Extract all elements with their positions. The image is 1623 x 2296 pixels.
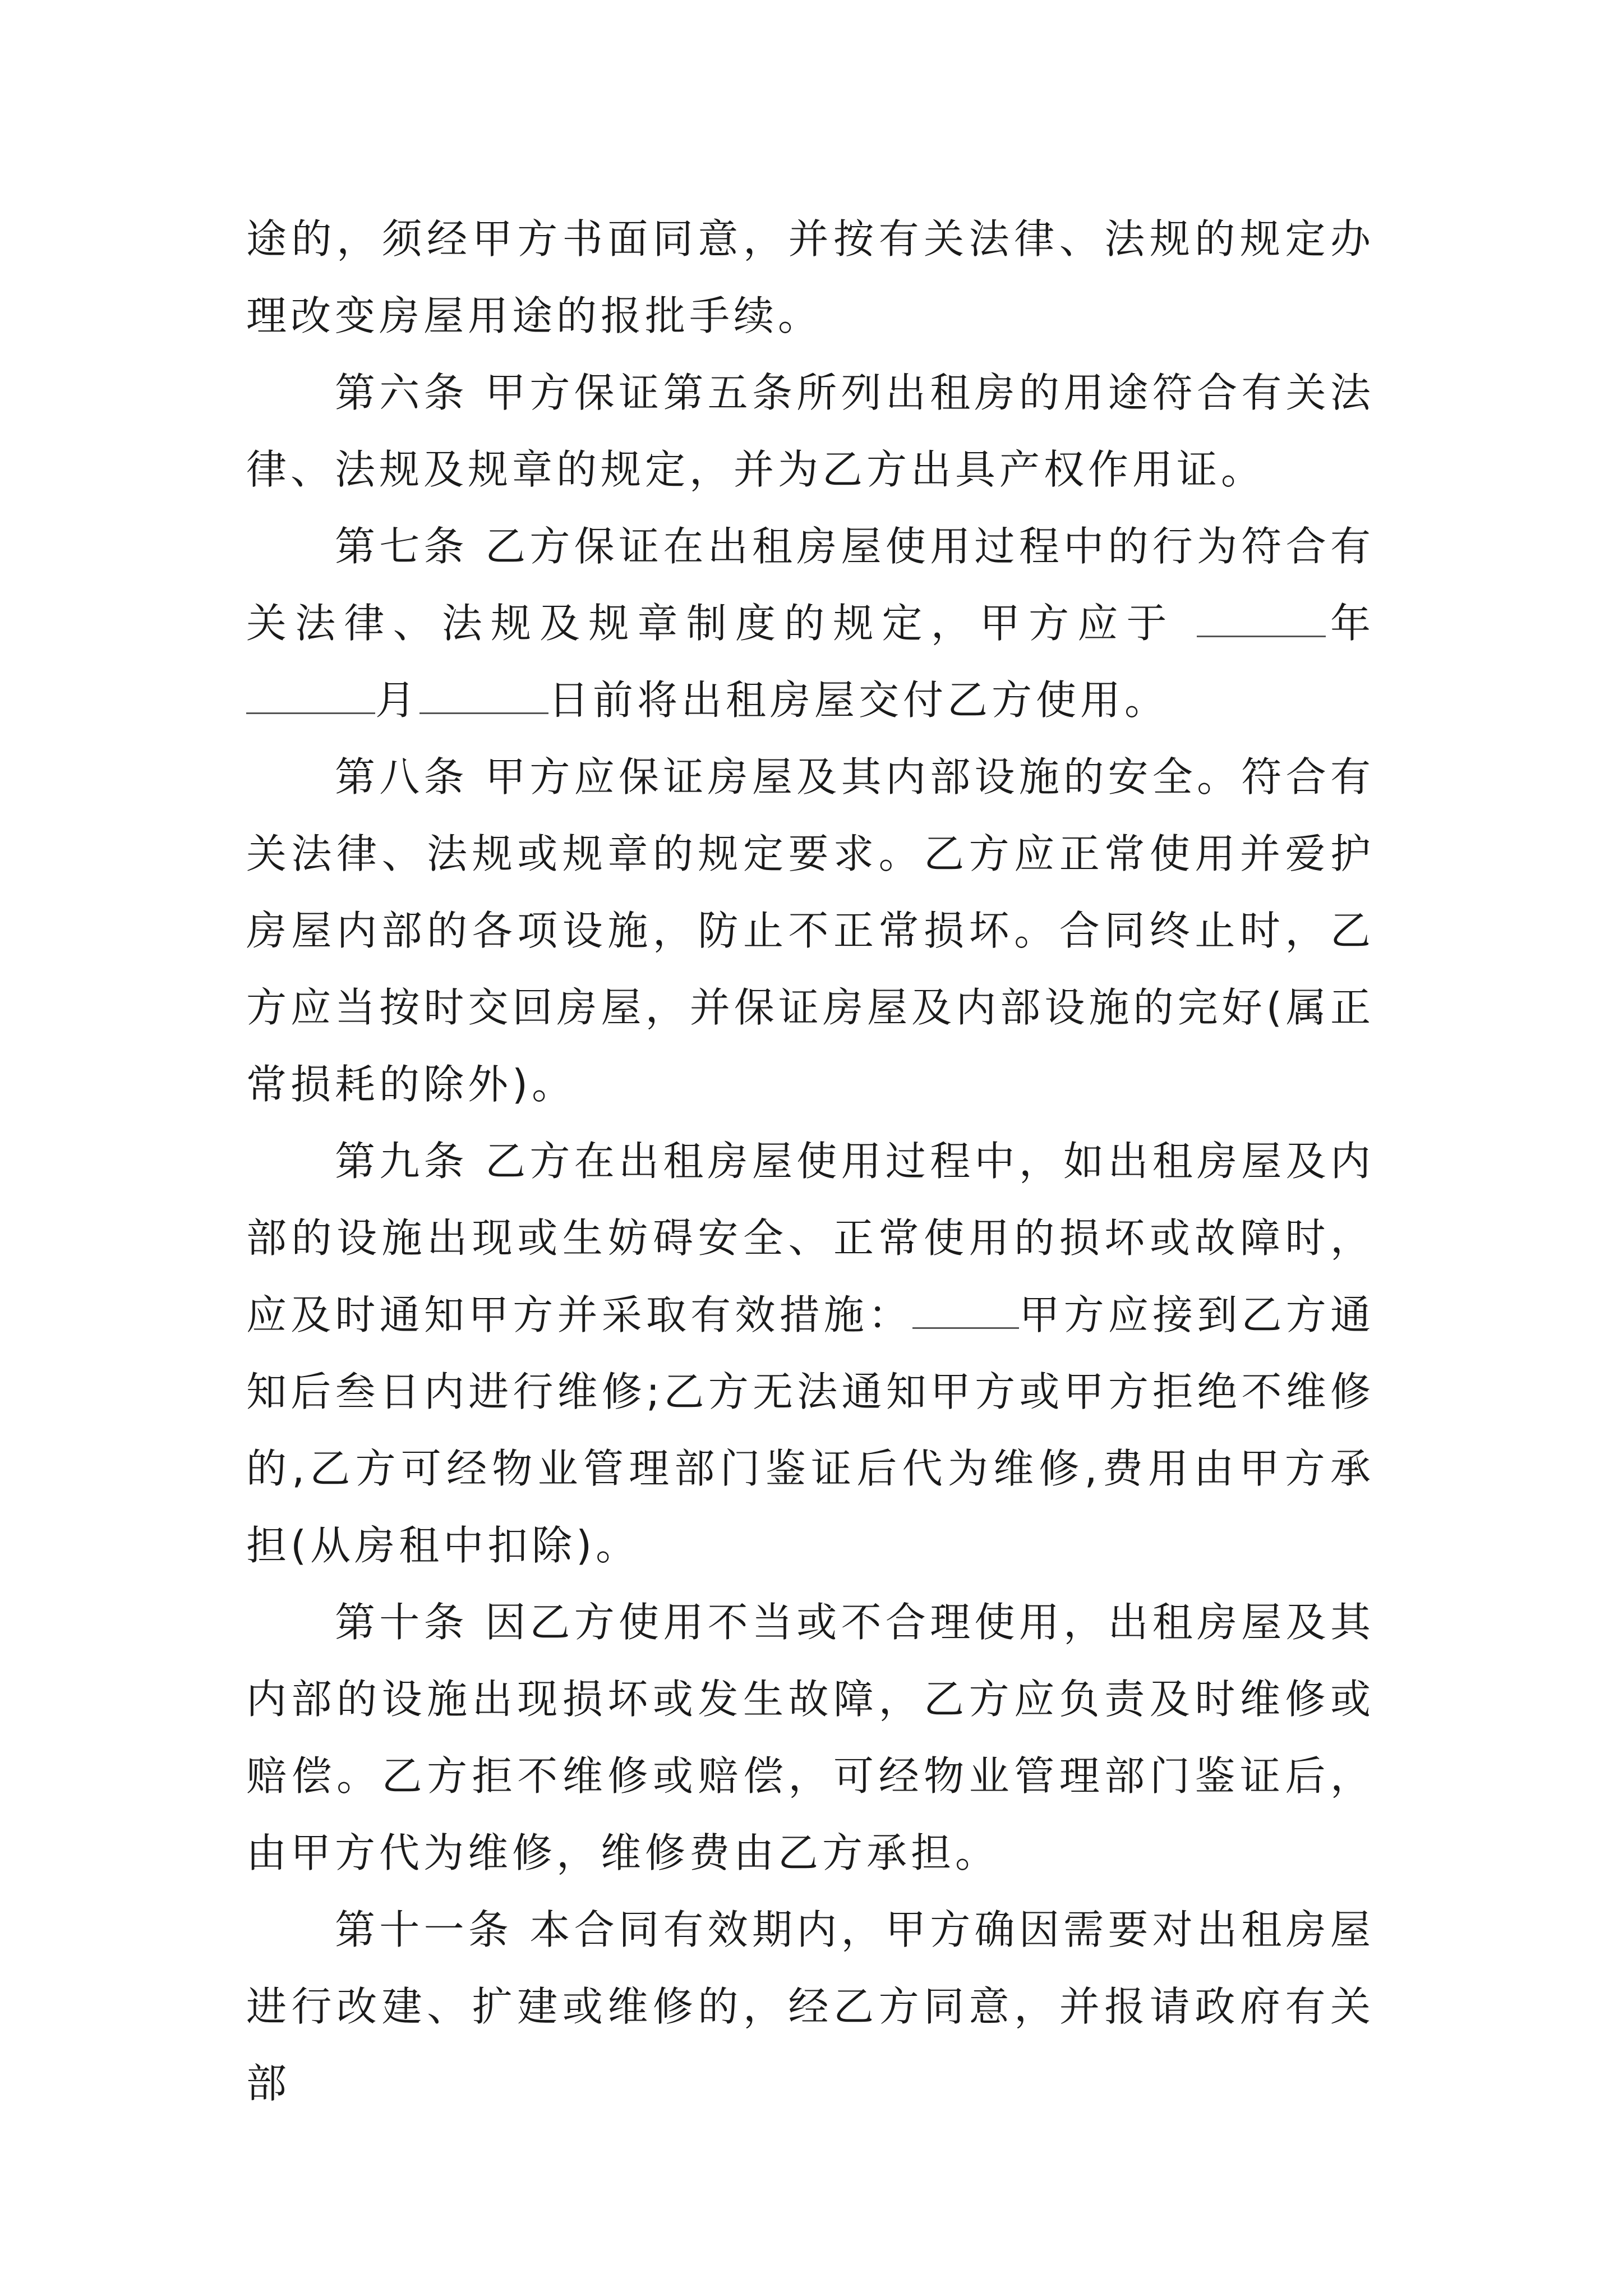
paragraph-continuation: 途的，须经甲方书面同意，并按有关法律、法规的规定办理改变房屋用途的报批手续。	[246, 215, 1375, 339]
year-label: 年	[1325, 600, 1375, 647]
measures-blank	[912, 1282, 1019, 1329]
article-9	[246, 1123, 1375, 1584]
document-body	[246, 201, 1375, 2122]
month-blank	[246, 668, 375, 714]
article-10: 第十条 因乙方使用不当或不合理使用，出租房屋及其内部的设施出现损坏或发生故障，乙方应负责及时维修或赔偿。乙方拒不维修或赔偿，可经物业管理部门鉴证后，由甲方代为维修，维修费由乙方承担。	[246, 1599, 1375, 1876]
article-8: 第八条 甲方应保证房屋及其内部设施的安全。符合有关法律、法规或规章的规定要求。乙方应正常使用并爱护房屋内部的各项设施，防止不正常损坏。合同终止时，乙方应当按时交回房屋，并保证房屋及内部设施的完好(属正常损耗的除外)。	[246, 753, 1375, 1108]
article-9-text: 第九条 乙方在出租房屋使用过程中，如出租房屋及内部的设施出现或生妨碍安全、正常使用的损坏或故障时，应及时通知甲方并采取有效措施：	[246, 1138, 1375, 1338]
month-label: 月	[375, 677, 420, 724]
article-7-text: 第七条 乙方保证在出租房屋使用过程中的行为符合有关法律、法规及规章制度的规定，甲方应于	[246, 523, 1375, 647]
day-blank	[419, 668, 548, 714]
article-7-tail: 日前将出租房屋交付乙方使用。	[548, 677, 1169, 724]
article-9-tail: 甲方应接到乙方通知后叁日内进行维修;乙方无法通知甲方或甲方拒绝不维修的,乙方可经物业管理部门鉴证后代为维修,费用由甲方承担(从房租中扣除)。	[246, 1291, 1375, 1569]
article-11: 第十一条 本合同有效期内，甲方确因需要对出租房屋进行改建、扩建或维修的，经乙方同意，并报请政府有关部	[246, 1906, 1375, 2107]
year-blank	[1197, 591, 1326, 637]
article-6: 第六条 甲方保证第五条所列出租房的用途符合有关法律、法规及规章的规定，并为乙方出具产权作用证。	[246, 369, 1375, 493]
article-7	[246, 508, 1375, 739]
